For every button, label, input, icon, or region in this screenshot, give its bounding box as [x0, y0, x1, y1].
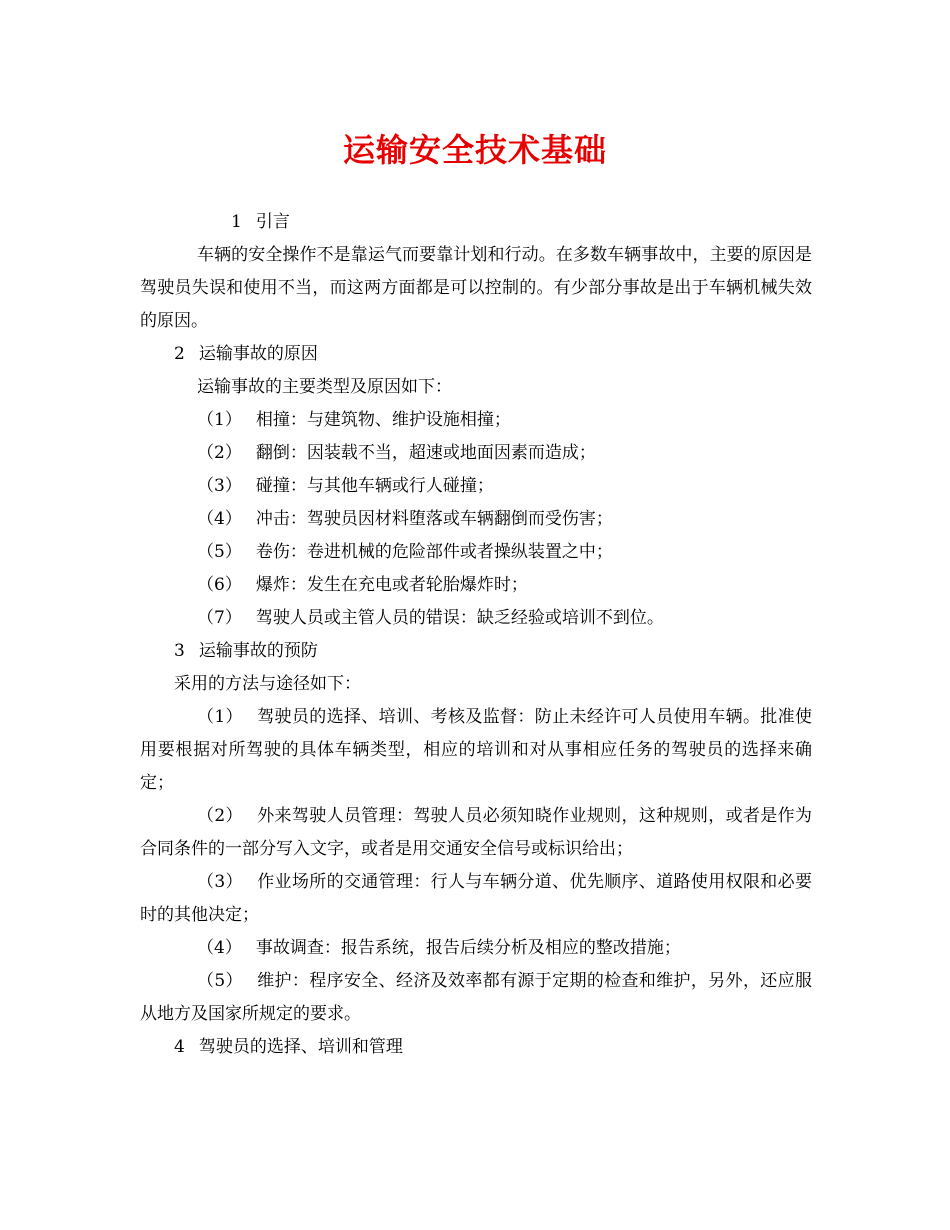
- list-number: （2）: [197, 443, 242, 463]
- list-text: 事故调查：报告系统，报告后续分析及相应的整改措施；: [255, 938, 681, 958]
- section-heading: [140, 635, 812, 668]
- section-title: 运输事故的原因: [198, 344, 318, 364]
- list-number: （1）: [197, 707, 243, 727]
- list-item: [140, 932, 812, 965]
- section-heading: [140, 206, 812, 239]
- document-title: 运输安全技术基础: [342, 131, 607, 169]
- list-text: 翻倒：因装载不当，超速或地面因素而造成；: [255, 443, 596, 463]
- list-text: 卷伤：卷进机械的危险部件或者操纵装置之中；: [255, 542, 613, 562]
- list-item: [140, 404, 812, 437]
- list-text: 维护：程序安全、经济及效率都有源于定期的检查和维护，另外，还应服从地方及国家所规定的要求。: [140, 971, 812, 1024]
- section-heading: [140, 1031, 812, 1064]
- list-text: 爆炸：发生在充电或者轮胎爆炸时；: [255, 575, 528, 595]
- section-title: 驾驶员的选择、培训和管理: [198, 1037, 403, 1057]
- paragraph: 运输事故的主要类型及原因如下：: [197, 377, 452, 397]
- paragraph: 车辆的安全操作不是靠运气而要靠计划和行动。在多数车辆事故中，主要的原因是驾驶员失误和使用不当，而这两方面都是可以控制的。有少部分事故是出于车辆机械失效的原因。: [140, 245, 812, 331]
- list-item: [140, 965, 812, 1031]
- section-heading: [140, 338, 812, 371]
- section-number: 1: [231, 212, 242, 232]
- list-text: 外来驾驶人员管理：驾驶人员必须知晓作业规则，这种规则，或者是作为合同条件的一部分写入文字，或者是用交通安全信号或标识给出；: [140, 806, 812, 859]
- section-number: 3: [174, 641, 185, 661]
- list-number: （4）: [197, 938, 242, 958]
- list-item: [140, 437, 812, 470]
- section-number: 2: [174, 344, 185, 364]
- list-number: （4）: [197, 509, 242, 529]
- list-number: （5）: [197, 542, 242, 562]
- section-title: 引言: [255, 212, 290, 232]
- list-number: （2）: [197, 806, 243, 826]
- list-number: （7）: [197, 608, 242, 628]
- list-text: 驾驶员的选择、培训、考核及监督：防止未经许可人员使用车辆。批准使用要根据对所驾驶的具体车辆类型，相应的培训和对从事相应任务的驾驶员的选择来确定；: [140, 707, 812, 793]
- section-title: 运输事故的预防: [198, 641, 318, 661]
- list-number: （1）: [197, 410, 242, 430]
- list-item: [140, 503, 812, 536]
- list-number: （5）: [197, 971, 243, 991]
- list-number: （3）: [197, 872, 243, 892]
- list-text: 碰撞：与其他车辆或行人碰撞；: [255, 476, 494, 496]
- paragraph: 采用的方法与途径如下：: [174, 674, 361, 694]
- document-body: [140, 206, 812, 1064]
- list-item: [140, 866, 812, 932]
- list-text: 冲击：驾驶员因材料堕落或车辆翻倒而受伤害；: [255, 509, 613, 529]
- list-item: [140, 569, 812, 602]
- list-item: [140, 800, 812, 866]
- list-text: 驾驶人员或主管人员的错误：缺乏经验或培训不到位。: [255, 608, 664, 628]
- list-number: （6）: [197, 575, 242, 595]
- section-number: 4: [174, 1037, 185, 1057]
- list-text: 作业场所的交通管理：行人与车辆分道、优先顺序、道路使用权限和必要时的其他决定；: [140, 872, 812, 925]
- list-item: [140, 602, 812, 635]
- list-item: [140, 701, 812, 800]
- list-item: [140, 470, 812, 503]
- list-number: （3）: [197, 476, 242, 496]
- list-text: 相撞：与建筑物、维护设施相撞；: [255, 410, 511, 430]
- list-item: [140, 536, 812, 569]
